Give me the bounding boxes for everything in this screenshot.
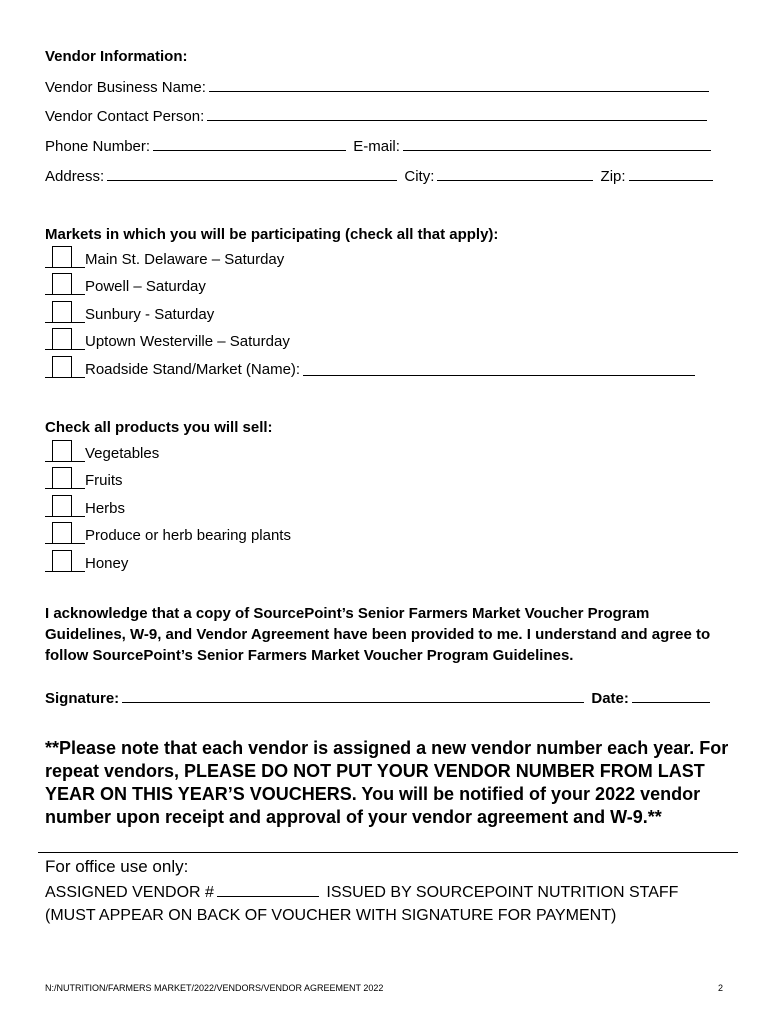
market-label: Uptown Westerville – Saturday (85, 333, 290, 350)
divider (38, 852, 738, 853)
market-checkbox[interactable] (45, 248, 85, 270)
business-name-field[interactable] (209, 91, 709, 92)
date-field[interactable] (632, 702, 710, 703)
market-item (45, 358, 698, 380)
phone-label: Phone Number: (45, 138, 151, 155)
issued-by-text: ISSUED BY SOURCEPOINT NUTRITION STAFF (326, 884, 679, 901)
business-name-row (45, 79, 712, 96)
product-item (45, 552, 128, 574)
contact-person-row (45, 108, 710, 125)
signature-field[interactable] (122, 702, 584, 703)
market-checkbox[interactable] (45, 275, 85, 297)
product-checkbox[interactable] (45, 524, 85, 546)
business-name-label: Vendor Business Name: (45, 79, 206, 96)
checkbox-square-icon[interactable] (52, 440, 72, 462)
email-field[interactable] (403, 150, 711, 151)
checkbox-square-icon[interactable] (52, 522, 72, 544)
checkbox-square-icon[interactable] (52, 356, 72, 378)
contact-person-label: Vendor Contact Person: (45, 108, 205, 125)
market-checkbox[interactable] (45, 330, 85, 352)
product-item (45, 442, 159, 464)
address-row (45, 168, 716, 185)
market-item (45, 275, 206, 297)
page-number: 2 (718, 983, 724, 993)
must-appear-text: (MUST APPEAR ON BACK OF VOUCHER WITH SIGNATURE FOR PAYMENT) (45, 907, 617, 924)
product-checkbox[interactable] (45, 497, 85, 519)
acknowledgement-text: I acknowledge that a copy of SourcePoint’s Senior Farmers Market Voucher Program Guidelines, W-9, and Vendor Agreement have been provided to me. I understand and agree to follow SourcePoint’s Senior Farmers Market Voucher Program Guidelines. (45, 605, 711, 664)
vendor-info-heading: Vendor Information: (45, 48, 188, 65)
signature-row (45, 690, 713, 707)
zip-label: Zip: (600, 168, 626, 185)
checkbox-square-icon[interactable] (52, 246, 72, 268)
product-item (45, 469, 123, 491)
products-heading: Check all products you will sell: (45, 419, 273, 436)
signature-label: Signature: (45, 690, 120, 707)
markets-heading: Markets in which you will be participating (check all that apply): (45, 226, 499, 243)
market-label: Main St. Delaware – Saturday (85, 251, 285, 268)
date-label: Date: (591, 690, 629, 707)
product-checkbox[interactable] (45, 469, 85, 491)
checkbox-square-icon[interactable] (52, 273, 72, 295)
assigned-vendor-field[interactable] (217, 896, 319, 897)
contact-person-field[interactable] (207, 120, 707, 121)
product-label: Vegetables (85, 445, 160, 462)
phone-email-row (45, 138, 714, 155)
city-label: City: (404, 168, 435, 185)
address-field[interactable] (107, 180, 397, 181)
vendor-number-note: **Please note that each vendor is assigned a new vendor number each year. For repeat vendors, PLEASE DO NOT PUT YOUR VENDOR NUMBER FROM LAST YEAR ON THIS YEAR’S VOUCHERS. You will be notified of your 2022 vendor number upon receipt and approval of your vendor agreement and W-9.** (45, 738, 729, 827)
product-checkbox[interactable] (45, 442, 85, 464)
assigned-vendor-row (45, 884, 678, 902)
market-item (45, 330, 290, 352)
product-label: Honey (85, 555, 129, 572)
market-label: Sunbury - Saturday (85, 306, 215, 323)
product-checkbox[interactable] (45, 552, 85, 574)
zip-field[interactable] (629, 180, 713, 181)
checkbox-square-icon[interactable] (52, 467, 72, 489)
checkbox-square-icon[interactable] (52, 301, 72, 323)
checkbox-square-icon[interactable] (52, 495, 72, 517)
checkbox-square-icon[interactable] (52, 550, 72, 572)
product-label: Herbs (85, 500, 126, 517)
market-item (45, 303, 214, 325)
market-checkbox[interactable] (45, 358, 85, 380)
office-heading: For office use only: (45, 857, 189, 876)
product-item (45, 524, 291, 546)
market-item (45, 248, 284, 270)
phone-field[interactable] (153, 150, 346, 151)
address-label: Address: (45, 168, 105, 185)
checkbox-square-icon[interactable] (52, 328, 72, 350)
market-checkbox[interactable] (45, 303, 85, 325)
roadside-name-field[interactable] (303, 375, 695, 376)
market-label: Roadside Stand/Market (Name): (85, 361, 301, 378)
product-label: Produce or herb bearing plants (85, 527, 291, 544)
assigned-vendor-label: ASSIGNED VENDOR # (45, 884, 214, 901)
footer-path: N:/NUTRITION/FARMERS MARKET/2022/VENDORS/VENDOR AGREEMENT 2022 (45, 983, 384, 993)
product-item (45, 497, 125, 519)
product-label: Fruits (85, 472, 123, 489)
market-label: Powell – Saturday (85, 278, 206, 295)
city-field[interactable] (437, 180, 593, 181)
email-label: E-mail: (353, 138, 400, 155)
